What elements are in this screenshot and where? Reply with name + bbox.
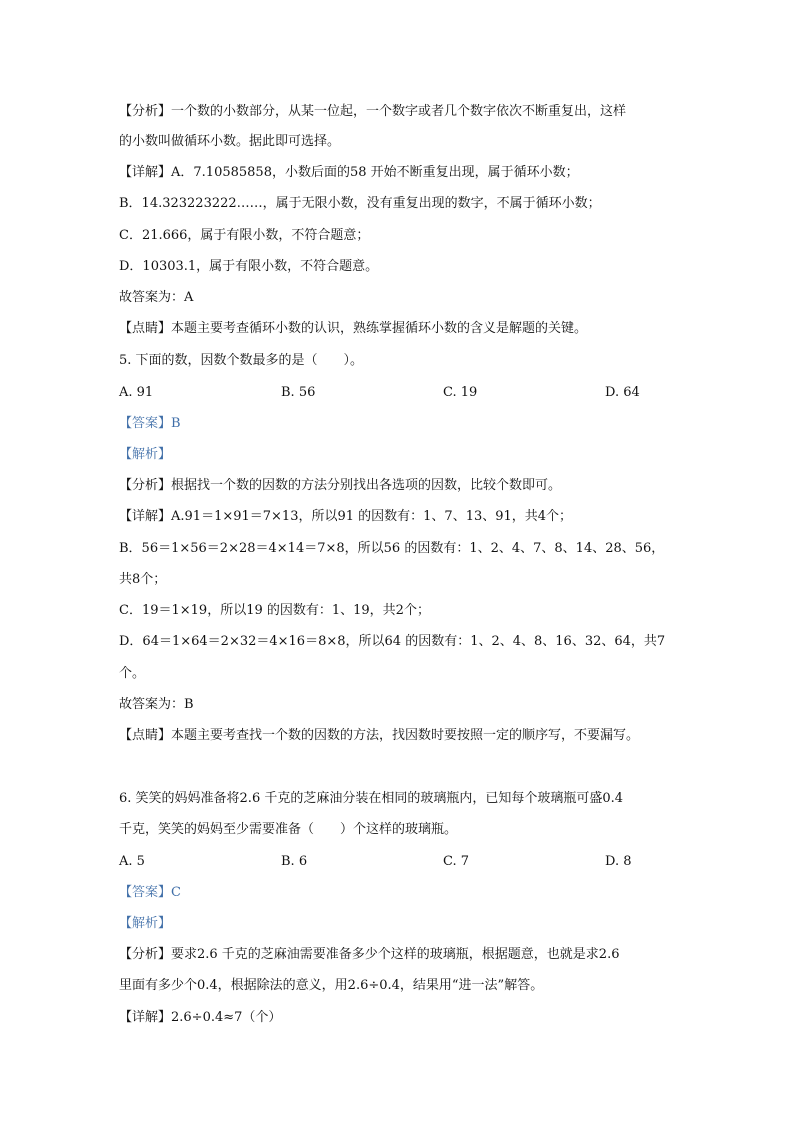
q5-option-b: B. 56	[281, 385, 316, 400]
q6-analysis-line-2: 里面有多少个0.4，根据除法的意义，用2.6÷0.4，结果用“进一法”解答。	[119, 978, 544, 993]
q5-detail-c: C．19＝1×19，所以19 的因数有：1、19，共2个；	[119, 603, 430, 618]
q6-detail: 【详解】2.6÷0.4≈7（个）	[119, 1010, 282, 1025]
q6-options	[119, 853, 679, 871]
q6-option-b: B. 6	[281, 854, 308, 869]
q5-jiexi-label: 【解析】	[119, 447, 172, 462]
q5-detail-b-line-1: B．56＝1×56＝2×28＝4×14＝7×8，所以56 的因数有：1、2、4、7、8、14、28、56，	[119, 541, 665, 556]
q6-option-a: A. 5	[119, 854, 145, 869]
q5-stem: 5. 下面的数，因数个数最多的是（ ）。	[119, 353, 364, 368]
q6-option-d: D. 8	[605, 854, 632, 869]
q6-stem-line-1: 6. 笑笑的妈妈准备将2.6 千克的芝麻油分装在相同的玻璃瓶内，已知每个玻璃瓶可盛0.4	[119, 791, 624, 806]
q5-option-a: A. 91	[119, 385, 154, 400]
q5-answer-label: 【答案】B	[119, 416, 181, 431]
prev-detail-c: C．21.666，属于有限小数，不符合题意；	[119, 228, 370, 243]
q5-option-d: D. 64	[605, 385, 640, 400]
q6-answer-label: 【答案】C	[119, 885, 181, 900]
q6-jiexi-label: 【解析】	[119, 916, 172, 931]
prev-detail-d: D．10303.1，属于有限小数，不符合题意。	[119, 259, 379, 274]
q5-comment: 【点睛】本题主要考查找一个数的因数的方法，找因数时要按照一定的顺序写，不要漏写。	[119, 728, 640, 743]
q5-detail-d-line-1: D．64＝1×64＝2×32＝4×16＝8×8，所以64 的因数有：1、2、4、8、16、32、64，共7	[119, 634, 666, 649]
q5-detail-a: 【详解】A.91＝1×91＝7×13，所以91 的因数有：1、7、13、91，共4个；	[119, 509, 573, 524]
q5-option-c: C. 19	[443, 385, 478, 400]
prev-detail-b: B．14.323223222……，属于无限小数，没有重复出现的数字，不属于循环小数；	[119, 196, 601, 211]
q5-final-answer: 故答案为：B	[119, 697, 194, 712]
prev-detail-a: 【详解】A．7.10585858，小数后面的58 开始不断重复出现，属于循环小数；	[119, 165, 579, 180]
q6-stem-line-2: 千克，笑笑的妈妈至少需要准备（ ）个这样的玻璃瓶。	[119, 822, 458, 837]
q5-detail-d-line-2: 个。	[119, 666, 146, 681]
prev-analysis-line-1: 【分析】一个数的小数部分，从某一位起，一个数字或者几个数字依次不断重复出，这样	[119, 104, 627, 119]
q6-analysis-line-1: 【分析】要求2.6 千克的芝麻油需要准备多少个这样的玻璃瓶，根据题意，也就是求2.6	[119, 947, 620, 962]
prev-analysis-line-2: 的小数叫做循环小数。据此即可选择。	[119, 134, 341, 149]
prev-answer: 故答案为：A	[119, 290, 194, 305]
q6-option-c: C. 7	[443, 854, 470, 869]
q5-detail-b-line-2: 共8个；	[119, 572, 167, 587]
q5-options	[119, 384, 679, 402]
prev-comment: 【点睛】本题主要考查循环小数的认识，熟练掌握循环小数的含义是解题的关键。	[119, 321, 588, 336]
q5-analysis: 【分析】根据找一个数的因数的方法分别找出各选项的因数，比较个数即可。	[119, 478, 562, 493]
